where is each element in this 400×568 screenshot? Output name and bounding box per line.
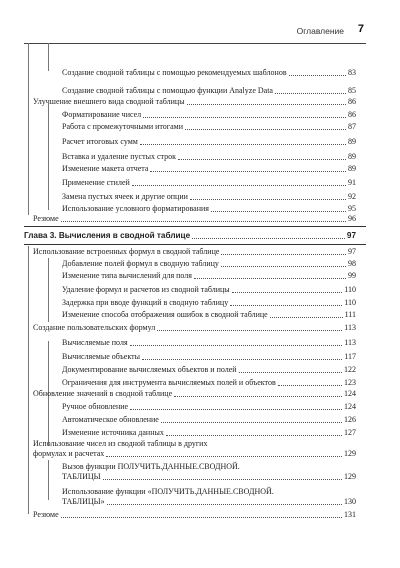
toc-entry-page: 83 bbox=[348, 68, 356, 77]
toc-entry[interactable] bbox=[62, 402, 356, 412]
toc-entry-title: Вызов функции ПОЛУЧИТЬ.ДАННЫЕ.СВОДНОЙ. bbox=[62, 462, 240, 471]
toc-entry-title: Замена пустых ячеек и другие опции bbox=[62, 192, 188, 201]
toc-entry[interactable] bbox=[62, 164, 356, 174]
toc-entry-title: Изменение способа отображения ошибок в сводной таблице bbox=[62, 310, 268, 319]
dot-leader bbox=[140, 143, 346, 145]
toc-entry-page: 87 bbox=[348, 122, 356, 131]
toc-entry-title: Использование функции «ПОЛУЧИТЬ.ДАННЫЕ.СВОДНОЙ. bbox=[62, 487, 274, 496]
toc-entry-title: Применение стилей bbox=[62, 178, 130, 187]
toc-entry[interactable] bbox=[62, 204, 356, 214]
toc-entry-title: Резюме bbox=[33, 214, 59, 223]
dot-leader bbox=[239, 371, 342, 373]
toc-entry-page: 97 bbox=[348, 247, 356, 256]
dot-leader bbox=[187, 103, 346, 105]
toc-entry-page: 123 bbox=[344, 378, 356, 387]
toc-entry-page: 131 bbox=[344, 510, 356, 519]
tree-line bbox=[28, 43, 29, 215]
dot-leader bbox=[178, 158, 346, 160]
dot-leader bbox=[211, 210, 346, 212]
dot-leader bbox=[106, 455, 342, 457]
dot-leader bbox=[278, 384, 342, 386]
toc-entry-page: 89 bbox=[348, 152, 356, 161]
dot-leader bbox=[192, 237, 345, 239]
dot-leader bbox=[289, 74, 346, 76]
toc-entry-title: Обновление значений в сводной таблице bbox=[33, 389, 173, 398]
dot-leader bbox=[161, 421, 342, 423]
toc-entry[interactable] bbox=[33, 214, 356, 224]
toc-entry-title: Использование чисел из сводной таблицы в других bbox=[33, 439, 208, 448]
toc-entry-title: Ручное обновление bbox=[62, 402, 129, 411]
toc-entry[interactable] bbox=[62, 178, 356, 188]
toc-entry-page: 113 bbox=[344, 338, 356, 347]
toc-entry-title: Улучшение внешнего вида сводной таблицы bbox=[33, 97, 185, 106]
toc-entry-title: Расчет итоговых сумм bbox=[62, 137, 138, 146]
toc-entry[interactable] bbox=[62, 192, 356, 202]
toc-entry-page: 113 bbox=[344, 323, 356, 332]
dot-leader bbox=[185, 128, 346, 130]
header-rule bbox=[24, 43, 366, 44]
toc-entry-page: 91 bbox=[348, 178, 356, 187]
toc-entry[interactable] bbox=[62, 352, 356, 362]
toc-entry[interactable] bbox=[62, 487, 356, 507]
dot-leader bbox=[232, 291, 343, 293]
toc-entry[interactable] bbox=[62, 259, 356, 269]
toc-entry-title: Использование встроенных формул в сводной таблице bbox=[33, 247, 220, 256]
toc-entry-title: Изменение макета отчета bbox=[62, 164, 149, 173]
toc-entry-page: 85 bbox=[348, 86, 356, 95]
toc-entry-page: 98 bbox=[348, 259, 356, 268]
toc-entry[interactable] bbox=[33, 97, 356, 107]
dot-leader bbox=[221, 253, 346, 255]
toc-entry-page: 86 bbox=[348, 97, 356, 106]
toc-entry-page: 97 bbox=[346, 231, 356, 240]
dot-leader bbox=[61, 516, 342, 518]
toc-entry-page: 111 bbox=[344, 310, 356, 319]
dot-leader bbox=[150, 170, 346, 172]
toc-entry-title: Резюме bbox=[33, 510, 59, 519]
toc-entry-page: 86 bbox=[348, 110, 356, 119]
toc-entry[interactable] bbox=[62, 122, 356, 132]
toc-entry-page: 122 bbox=[344, 365, 356, 374]
dot-leader bbox=[132, 184, 346, 186]
toc-entry-title: Использование условного форматирования bbox=[62, 204, 209, 213]
toc-entry-title-cont: формулах и расчетах bbox=[33, 449, 105, 458]
dot-leader bbox=[130, 408, 342, 410]
running-header bbox=[0, 22, 400, 42]
toc-entry[interactable] bbox=[62, 462, 356, 482]
dot-leader bbox=[107, 503, 342, 505]
tree-line bbox=[48, 460, 49, 500]
dot-leader bbox=[157, 329, 342, 331]
tree-line bbox=[48, 104, 49, 210]
toc-entry-title: Документирование вычисляемых объектов и полей bbox=[62, 365, 237, 374]
dot-leader bbox=[61, 220, 346, 222]
toc-entry[interactable] bbox=[62, 415, 356, 425]
toc-entry-title: Добавление полей формул в сводную таблицу bbox=[62, 259, 219, 268]
toc-entry-title: Создание сводной таблицы с помощью рекомендуемых шаблонов bbox=[62, 68, 287, 77]
toc-entry-title: Автоматическое обновление bbox=[62, 415, 159, 424]
toc-entry-page: 95 bbox=[348, 204, 356, 213]
toc-entry-page: 124 bbox=[344, 402, 356, 411]
toc-entry[interactable] bbox=[33, 323, 356, 333]
chapter-rule bbox=[24, 244, 366, 245]
toc-entry-title: Удаление формул и расчетов из сводной таблицы bbox=[62, 285, 230, 294]
dot-leader bbox=[190, 198, 346, 200]
toc-entry-title: Работа с промежуточными итогами bbox=[62, 122, 183, 131]
toc-entry-page: 110 bbox=[344, 285, 356, 294]
toc-entry-title: Вычисляемые объекты bbox=[62, 352, 140, 361]
toc-entry[interactable] bbox=[62, 378, 356, 388]
dot-leader bbox=[275, 92, 346, 94]
dot-leader bbox=[142, 358, 342, 360]
toc-entry-page: 127 bbox=[344, 428, 356, 437]
toc-entry[interactable] bbox=[33, 439, 356, 459]
toc-entry-page: 89 bbox=[348, 164, 356, 173]
toc-entry[interactable] bbox=[62, 271, 356, 281]
toc-entry[interactable] bbox=[62, 152, 356, 162]
toc-entry-page: 129 bbox=[344, 472, 356, 481]
dot-leader bbox=[103, 478, 342, 480]
dot-leader bbox=[194, 277, 346, 279]
toc-entry-page: 117 bbox=[344, 352, 356, 361]
section-title: Оглавление bbox=[296, 26, 344, 36]
toc-entry[interactable] bbox=[62, 310, 356, 320]
toc-entry-title: Изменение типа вычислений для поля bbox=[62, 271, 192, 280]
toc-entry-page: 129 bbox=[344, 449, 356, 458]
dot-leader bbox=[143, 116, 346, 118]
toc-entry[interactable] bbox=[62, 428, 356, 438]
dot-leader bbox=[166, 434, 342, 436]
toc-entry[interactable] bbox=[62, 137, 356, 147]
dot-leader bbox=[221, 265, 346, 267]
dot-leader bbox=[174, 395, 342, 397]
toc-entry[interactable] bbox=[33, 389, 356, 399]
toc-entry-title: Вставка и удаление пустых строк bbox=[62, 152, 176, 161]
toc-entry-title: Задержка при вводе функций в сводную таблицу bbox=[62, 298, 229, 307]
toc-entry-title: Форматирование чисел bbox=[62, 110, 142, 119]
toc-entry-page: 99 bbox=[348, 271, 356, 280]
toc-entry-title: Вычисляемые поля bbox=[62, 338, 128, 347]
toc-entry-page: 89 bbox=[348, 137, 356, 146]
toc-entry-page: 126 bbox=[344, 415, 356, 424]
toc-entry-title: Изменение источника данных bbox=[62, 428, 164, 437]
toc-entry[interactable] bbox=[33, 510, 356, 520]
toc-entry[interactable] bbox=[62, 365, 356, 375]
toc-entry-page: 96 bbox=[348, 214, 356, 223]
dot-leader bbox=[130, 344, 343, 346]
toc-chapter[interactable] bbox=[24, 231, 356, 241]
tree-line bbox=[48, 43, 49, 71]
page-number: 7 bbox=[357, 23, 364, 35]
toc-entry[interactable] bbox=[62, 110, 356, 120]
toc-entry-page: 130 bbox=[344, 497, 356, 506]
toc-entry[interactable] bbox=[62, 298, 356, 308]
dot-leader bbox=[230, 304, 342, 306]
chapter-rule bbox=[24, 226, 366, 227]
toc-entry-title-cont: ТАБЛИЦЫ» bbox=[62, 497, 105, 506]
toc-entry[interactable] bbox=[62, 338, 356, 348]
dot-leader bbox=[270, 316, 343, 318]
toc-entry-title: Глава 3. Вычисления в сводной таблице bbox=[24, 231, 191, 240]
toc-entry-page: 92 bbox=[348, 192, 356, 201]
toc-entry[interactable] bbox=[62, 86, 356, 96]
tree-line bbox=[28, 246, 29, 514]
toc-entry[interactable] bbox=[33, 247, 356, 257]
toc-entry-page: 124 bbox=[344, 389, 356, 398]
toc-entry-title: Ограничения для инструмента вычисляемых полей и объектов bbox=[62, 378, 276, 387]
toc-entry-page: 110 bbox=[344, 298, 356, 307]
toc-entry-title-cont: ТАБЛИЦЫ bbox=[62, 472, 101, 481]
toc-entry[interactable] bbox=[62, 285, 356, 295]
toc-entry[interactable] bbox=[62, 68, 356, 78]
tree-line bbox=[48, 258, 49, 322]
toc-entry-title: Создание сводной таблицы с помощью функции Analyze Data bbox=[62, 86, 273, 95]
toc-entry-title: Создание пользовательских формул bbox=[33, 323, 156, 332]
